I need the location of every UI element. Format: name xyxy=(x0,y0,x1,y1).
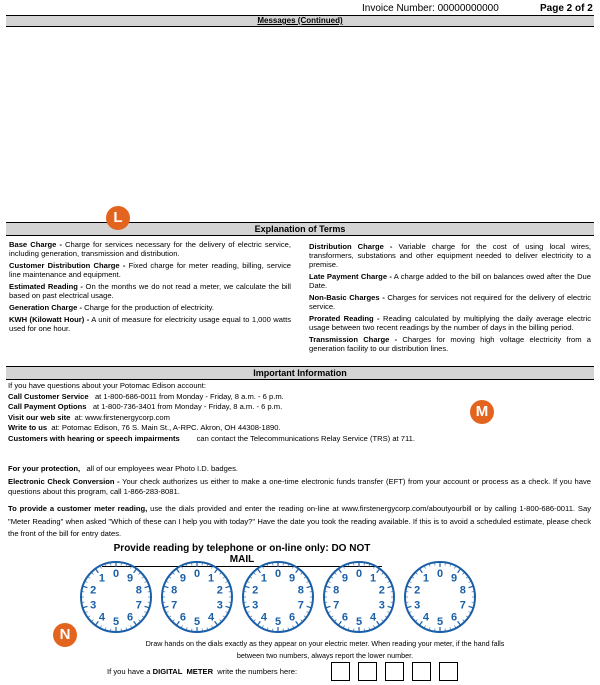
protection-note: For your protection, all of our employees wear Photo I.D. badges. xyxy=(8,464,239,473)
dial-digit: 9 xyxy=(341,572,348,585)
dial-digit: 4 xyxy=(370,611,377,624)
contact-row: Write to us at: Potomac Edison, 76 S. Main St., A-RPC. Akron, OH 44308-1890. xyxy=(8,423,281,432)
contact-row: Customers with hearing or speech impairments can contact the Telecommunications Relay Service (TRS) at 711. xyxy=(8,433,415,443)
meter-reading-note: To provide a customer meter reading, use the dials provided and enter the reading on-line at www.firstenergycorp.com/aboutyourbill or by calling 1-800-686-0011. Say "Meter Reading" when asked "Which of these can I help you with today?" Have the date you took the reading available. If this is to avoid a scheduled estimate, please check the front of the bill for entry dates. xyxy=(8,504,591,538)
dial-instruction-2: between two numbers, always report the lower number. xyxy=(236,651,414,660)
contact-intro: If you have questions about your Potomac Edison account: xyxy=(8,381,206,390)
dial-digit: 4 xyxy=(208,611,215,624)
dial-digit: 3 xyxy=(90,599,97,612)
dial-digit: 0 xyxy=(193,568,201,580)
dial-digit: 4 xyxy=(260,611,267,624)
marker-n: N xyxy=(53,623,77,647)
dial-digit: 2 xyxy=(252,584,259,597)
dial-digit: 0 xyxy=(436,568,444,580)
dial-digit: 6 xyxy=(341,611,348,624)
dial-digit: 8 xyxy=(459,584,466,597)
term-item: Transmission Charge - Charges for moving high voltage electricity from a generation facility to our distribution lines. xyxy=(309,335,592,353)
meter-dial[interactable] xyxy=(324,562,394,632)
dial-digit: 1 xyxy=(422,572,429,585)
dial-digit: 8 xyxy=(333,584,340,597)
dial-digit: 5 xyxy=(274,616,282,628)
invoice-number: Invoice Number: 00000000000 xyxy=(362,3,499,14)
dial-digit: 2 xyxy=(216,584,223,597)
term-item: Non-Basic Charges - Charges for services not required for the delivery of electric service. xyxy=(309,293,591,311)
term-item: Generation Charge - Charge for the production of electricity. xyxy=(9,303,214,312)
dial-digit: 6 xyxy=(289,611,296,624)
dial-digit: 8 xyxy=(297,584,304,597)
dial-digit: 2 xyxy=(90,584,97,597)
dial-digit: 9 xyxy=(451,572,458,585)
term-item: Distribution Charge - Variable charge for the cost of using local wires, transformers, substations and other equipment needed to deliver electricity to a premise. xyxy=(309,242,591,269)
term-item: KWH (Kilowatt Hour) - A unit of measure for electricity usage equal to 1,000 watts used for one hour. xyxy=(9,315,291,333)
dial-digit: 9 xyxy=(289,572,296,585)
dial-digit: 0 xyxy=(274,568,282,580)
dial-digit: 7 xyxy=(459,599,466,612)
dial-digit: 6 xyxy=(179,611,186,624)
dial-digit: 7 xyxy=(171,599,178,612)
dial-digit: 7 xyxy=(135,599,142,612)
terms-left-column xyxy=(9,240,291,336)
terms-header: Explanation of Terms xyxy=(6,222,594,236)
meter-dials xyxy=(72,555,532,641)
meter-dial[interactable] xyxy=(405,562,475,632)
marker-m: M xyxy=(470,400,494,424)
dial-digit: 1 xyxy=(208,572,215,585)
contact-row: Call Payment Options at 1-800-736-3401 from Monday - Friday, 8 a.m. - 6 p.m. xyxy=(8,402,283,411)
dial-digit: 0 xyxy=(112,568,120,580)
dial-digit: 3 xyxy=(252,599,259,612)
meter-dial[interactable] xyxy=(243,562,313,632)
dial-digit: 7 xyxy=(297,599,304,612)
digital-digit-input-3[interactable] xyxy=(385,662,404,681)
dial-digit: 3 xyxy=(216,599,223,612)
terms-right-column xyxy=(309,242,591,356)
dial-digit: 1 xyxy=(370,572,377,585)
dial-instruction-1: Draw hands on the dials exactly as they appear on your electric meter. When reading your meter, if the hand falls xyxy=(145,639,505,648)
check-conversion-note: Electronic Check Conversion - Your check authorizes us either to make a one-time electronic funds transfer (EFT) from your account or process as a check. If you have questions about this program, call 1-866-283-8081. xyxy=(8,477,591,496)
contact-row: Visit our web site at: www.firstenergycorp.com xyxy=(8,412,170,422)
term-item: Base Charge - Charge for services necessary for the delivery of electric service, including generation, transmission and distribution. xyxy=(9,240,291,258)
digital-meter-label: If you have a DIGITAL METER write the numbers here: xyxy=(107,667,298,676)
dial-digit: 2 xyxy=(414,584,421,597)
term-item: Customer Distribution Charge - Fixed charge for meter reading, billing, service line maintenance and equipment. xyxy=(9,261,291,279)
dial-digit: 6 xyxy=(451,611,458,624)
meter-dial[interactable] xyxy=(162,562,232,632)
dial-digit: 0 xyxy=(355,568,363,580)
dial-digit: 5 xyxy=(355,616,363,628)
marker-l: L xyxy=(106,206,130,230)
dial-digit: 1 xyxy=(98,572,105,585)
digital-digit-input-4[interactable] xyxy=(412,662,431,681)
term-item: Prorated Reading - Reading calculated by multiplying the daily average electric usage between two recent readings by the number of days in the billing period. xyxy=(309,314,591,332)
contact-info xyxy=(8,381,593,444)
dial-digit: 5 xyxy=(436,616,444,628)
dial-digit: 5 xyxy=(112,616,120,628)
dial-digit: 5 xyxy=(193,616,201,628)
dial-digit: 8 xyxy=(171,584,178,597)
messages-header: Messages (Continued) xyxy=(6,15,594,27)
dial-digit: 6 xyxy=(127,611,134,624)
page-indicator: Page 2 of 2 xyxy=(540,3,593,14)
dial-digit: 3 xyxy=(414,599,421,612)
dial-digit: 1 xyxy=(260,572,267,585)
important-header: Important Information xyxy=(6,366,594,380)
dial-digit: 9 xyxy=(127,572,134,585)
contact-row: Call Customer Service at 1-800-686-0011 from Monday - Friday, 8 a.m. - 6 p.m. xyxy=(8,391,284,401)
dial-digit: 8 xyxy=(135,584,142,597)
digital-digit-input-1[interactable] xyxy=(331,662,350,681)
term-item: Late Payment Charge - A charge added to the bill on balances owed after the Due Date. xyxy=(309,272,591,290)
dial-digit: 9 xyxy=(179,572,186,585)
meter-dial[interactable] xyxy=(81,562,151,632)
dial-digit: 7 xyxy=(333,599,340,612)
dial-digit: 4 xyxy=(422,611,429,624)
dial-digit: 3 xyxy=(378,599,385,612)
digital-digit-input-5[interactable] xyxy=(439,662,458,681)
term-item: Estimated Reading - On the months we do not read a meter, we calculate the bill based on past electrical usage. xyxy=(9,282,291,300)
dial-digit: 2 xyxy=(378,584,385,597)
dial-digit: 4 xyxy=(98,611,105,624)
digital-digit-input-2[interactable] xyxy=(358,662,377,681)
dials-title: Provide reading by telephone or on-line only: DO NOT MAIL xyxy=(102,543,382,567)
